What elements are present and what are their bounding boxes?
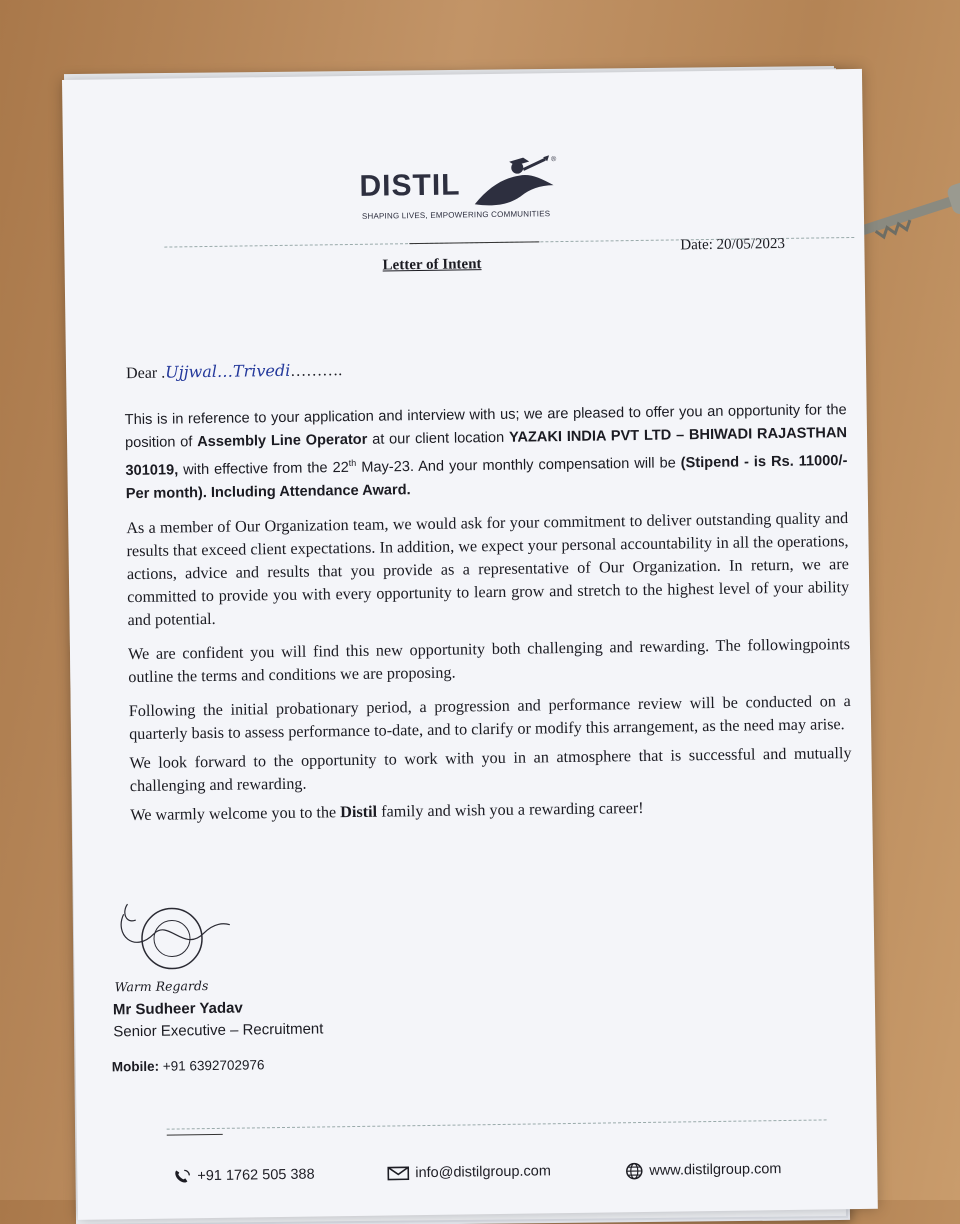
offer-text-c: with effective from the 22 bbox=[178, 459, 349, 479]
footer-email-text: info@distilgroup.com bbox=[415, 1163, 552, 1182]
footer-phone bbox=[173, 1167, 315, 1185]
footer-website-text: www.distilgroup.com bbox=[649, 1161, 782, 1179]
offer-position: Assembly Line Operator bbox=[197, 431, 368, 451]
offer-date-suffix: th bbox=[348, 457, 357, 469]
graduate-figure-icon bbox=[469, 155, 560, 216]
welcome-company: Distil bbox=[340, 802, 378, 822]
offer-compensation: (Stipend - is Rs. 11000/- Per month). Including Attendance Award. bbox=[125, 452, 848, 503]
footer-website bbox=[625, 1160, 781, 1180]
closing-regards: Warm Regards bbox=[114, 978, 209, 995]
phone-icon bbox=[173, 1168, 191, 1184]
logo-wordmark: DISTIL bbox=[359, 168, 461, 203]
offer-text-b: at our client location bbox=[367, 429, 510, 448]
signer-name: Mr Sudheer Yadav bbox=[112, 999, 243, 1019]
registered-mark: ® bbox=[551, 156, 557, 164]
salutation-dots: ………. bbox=[290, 362, 343, 380]
header-divider-accent bbox=[409, 241, 539, 244]
offer-text-d: May-23. And your monthly compensation will be bbox=[356, 455, 681, 476]
footer-email bbox=[387, 1163, 551, 1181]
signer-role: Senior Executive – Recruitment bbox=[113, 1020, 324, 1041]
footer-divider-accent bbox=[167, 1134, 223, 1136]
logo-tagline: SHAPING LIVES, EMPOWERING COMMUNITIES bbox=[361, 209, 551, 221]
paragraph-look-forward: We look forward to the opportunity to work with you in an atmosphere that is successful and mutually challenging and rewarding. bbox=[129, 743, 852, 795]
company-stamp-signature bbox=[113, 893, 234, 985]
recipient-name-handwritten: Ujjwal…Trivedi bbox=[165, 360, 291, 382]
paragraph-commitment: As a member of Our Organization team, we would ask for your commitment to deliver outstanding quality and results that exceed client expectations. In addition, we expect your personal accountability in all the operations, actions, advice and results that you provide as a representative of Our Organization. In return, we are committed to provide you with every opportunity to learn grow and stretch to the highest level of your ability and potential. bbox=[126, 508, 850, 629]
paragraph-offer bbox=[125, 399, 848, 506]
paragraph-probation: Following the initial probationary period, a progression and performance review will be conducted on a quarterly basis to assess performance to-date, and to clarify or modify this arrangement, as the need may arise. bbox=[128, 691, 851, 743]
salutation-dear: Dear . bbox=[125, 364, 166, 383]
offer-location: YAZAKI INDIA PVT LTD – BHIWADI RAJASTHAN 301019, bbox=[125, 425, 848, 480]
key-icon bbox=[848, 168, 960, 257]
welcome-text-b: family and wish you a rewarding career! bbox=[376, 798, 644, 821]
letter-date: Date: 20/05/2023 bbox=[680, 235, 786, 254]
paragraph-confidence: We are confident you will find this new opportunity both challenging and rewarding. The followingpoints outline the terms and conditions we are proposing. bbox=[127, 634, 851, 686]
mobile-label: Mobile: bbox=[111, 1058, 160, 1075]
letter-page bbox=[62, 69, 878, 1220]
mail-icon bbox=[387, 1166, 409, 1180]
footer-phone-text: +91 1762 505 388 bbox=[197, 1166, 315, 1185]
mobile-value: +91 6392702976 bbox=[158, 1057, 265, 1074]
globe-icon bbox=[625, 1162, 643, 1180]
welcome-text-a: We warmly welcome you to the bbox=[130, 803, 341, 824]
salutation bbox=[126, 360, 342, 383]
letter-body bbox=[125, 399, 853, 838]
letter-title: Letter of Intent bbox=[382, 256, 482, 274]
signer-mobile bbox=[112, 1057, 265, 1074]
footer-divider bbox=[167, 1119, 827, 1129]
paragraph-welcome bbox=[130, 794, 852, 827]
offer-text-a: This is in reference to your application and interview with us; we are pleased to offer you an opportunity for the position of bbox=[124, 402, 847, 452]
